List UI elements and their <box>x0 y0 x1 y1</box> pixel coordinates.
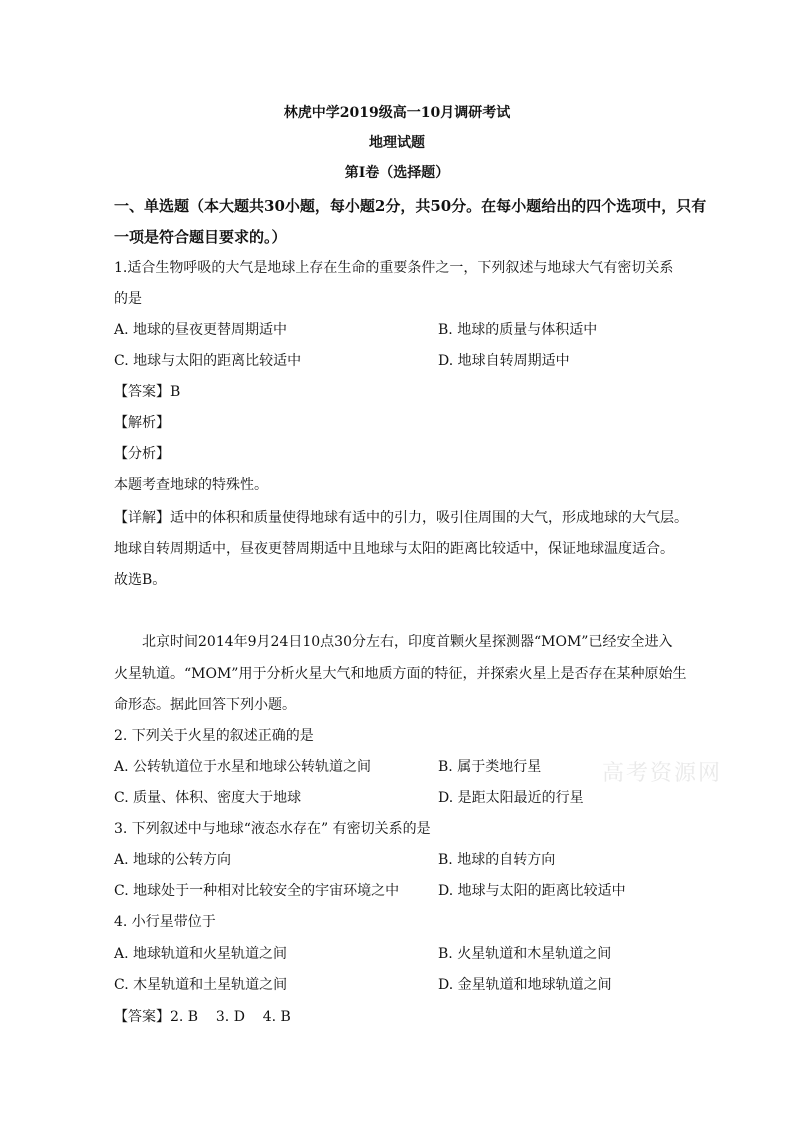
q1-option-c: C. 地球与太阳的距离比较适中 <box>114 353 302 369</box>
q4-option-b: B. 火星轨道和木星轨道之间 <box>438 946 612 962</box>
q1-conclusion: 故选B。 <box>114 572 167 588</box>
q1-detail-line-1: 【详解】适中的体积和质量使得地球有适中的引力，吸引住周围的大气，形成地球的大气层。 <box>114 510 688 526</box>
q2-option-b: B. 属于类地行星 <box>438 759 542 775</box>
q1-stem-line-1: 1.适合生物呼吸的大气是地球上存在生命的重要条件之一，下列叙述与地球大气有密切关系 <box>114 260 674 276</box>
q1-analysis-label: 【解析】 <box>114 415 170 431</box>
passage-line-2: 火星轨道。“MOM”用于分析火星大气和地质方面的特征，并探索火星上是否存在某种原始生 <box>114 666 687 682</box>
q2-stem: 2. 下列关于火星的叙述正确的是 <box>114 728 314 744</box>
exam-subject: 地理试题 <box>369 135 425 151</box>
exam-title: 林虎中学2019级高一10月调研考试 <box>283 105 511 121</box>
q1-stem-line-2: 的是 <box>114 291 142 307</box>
q3-option-d: D. 地球与太阳的距离比较适中 <box>438 883 626 899</box>
q1-option-a: A. 地球的昼夜更替周期适中 <box>114 322 288 338</box>
q1-answer: 【答案】B <box>114 384 181 400</box>
q4-stem: 4. 小行星带位于 <box>114 914 216 930</box>
passage-line-3: 命形态。据此回答下列小题。 <box>114 697 296 713</box>
q1-fenxi-label: 【分析】 <box>114 446 170 462</box>
instructions-line-2: 一项是符合题目要求的。） <box>114 228 287 246</box>
q1-detail-line-2: 地球自转周期适中，昼夜更替周期适中且地球与太阳的距离比较适中，保证地球温度适合。 <box>114 541 674 557</box>
q3-option-c: C. 地球处于一种相对比较安全的宇宙环境之中 <box>114 883 400 899</box>
q3-option-b: B. 地球的自转方向 <box>438 852 556 868</box>
q4-option-d: D. 金星轨道和地球轨道之间 <box>438 977 612 993</box>
q1-option-b: B. 地球的质量与体积适中 <box>438 322 598 338</box>
q2-option-a: A. 公转轨道位于水星和地球公转轨道之间 <box>114 759 372 775</box>
q2-option-c: C. 质量、体积、密度大于地球 <box>114 790 302 806</box>
instructions-line-1: 一、单选题（本大题共30小题，每小题2分，共50分。在每小题给出的四个选项中，只有 <box>114 197 707 215</box>
q3-option-a: A. 地球的公转方向 <box>114 852 232 868</box>
passage-line-1: 北京时间2014年9月24日10点30分左右，印度首颗火星探测器“MOM”已经安全进入 <box>142 634 673 650</box>
watermark: 高考资源网 <box>602 761 723 786</box>
section-heading: 第I卷（选择题） <box>344 165 450 181</box>
q3-stem: 3. 下列叙述中与地球“液态水存在” 有密切关系的是 <box>114 821 431 837</box>
q1-option-d: D. 地球自转周期适中 <box>438 353 570 369</box>
q4-option-c: C. 木星轨道和土星轨道之间 <box>114 977 288 993</box>
group-answer: 【答案】2. B 3. D 4. B <box>114 1009 291 1025</box>
q2-option-d: D. 是距太阳最近的行星 <box>438 790 584 806</box>
q4-option-a: A. 地球轨道和火星轨道之间 <box>114 946 288 962</box>
q1-fenxi-text: 本题考查地球的特殊性。 <box>114 477 268 493</box>
